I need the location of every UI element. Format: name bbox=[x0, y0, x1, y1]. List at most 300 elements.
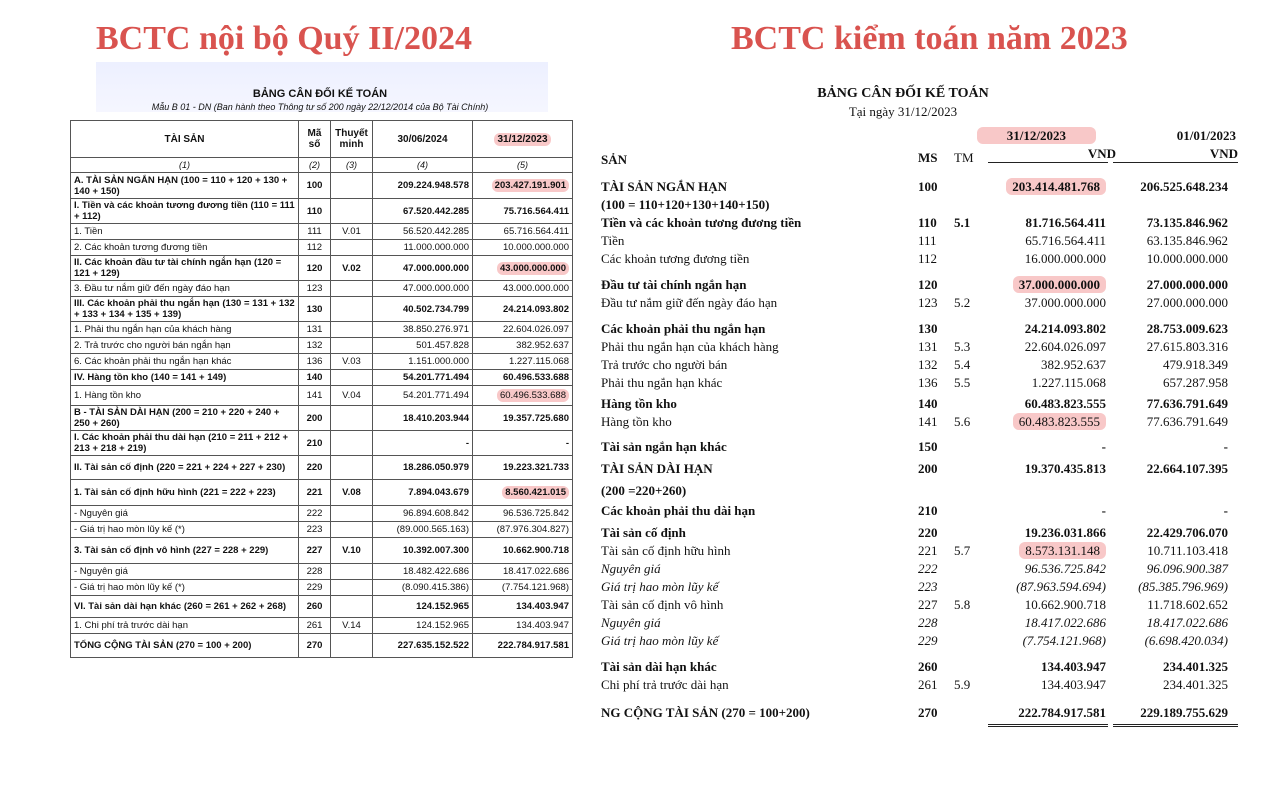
row-value-2022: 11.718.602.652 bbox=[1147, 597, 1228, 612]
row-ms: 223 bbox=[918, 579, 938, 594]
row-value-q2: 18.410.203.944 bbox=[373, 406, 473, 431]
row-tm: 5.1 bbox=[954, 215, 971, 230]
row-value-2022: 22.664.107.395 bbox=[1146, 461, 1228, 476]
row-note bbox=[331, 338, 373, 354]
row-note bbox=[331, 173, 373, 199]
row-value-2022: 27.000.000.000 bbox=[1146, 295, 1228, 310]
row-ms: 123 bbox=[918, 295, 938, 310]
row-note bbox=[331, 456, 373, 480]
row-value-q2: 40.502.734.799 bbox=[373, 297, 473, 322]
total-underline bbox=[988, 724, 1108, 727]
row-value-2023: 19.370.435.813 bbox=[1024, 461, 1106, 476]
row-ms: 141 bbox=[918, 414, 938, 429]
row-ms: 200 bbox=[918, 461, 938, 476]
row-value-2022: 73.135.846.962 bbox=[1146, 215, 1228, 230]
total-underline bbox=[1113, 724, 1238, 727]
col-index: (5) bbox=[473, 158, 573, 173]
statement-row bbox=[598, 196, 1238, 214]
row-value-q2: 47.000.000.000 bbox=[373, 281, 473, 297]
row-value-q2: 38.850.276.971 bbox=[373, 322, 473, 338]
row-value-2022: 657.287.958 bbox=[1163, 375, 1228, 390]
row-value-2023: 382.952.637 bbox=[1041, 357, 1106, 372]
table-row bbox=[71, 199, 573, 224]
row-ms: 131 bbox=[918, 339, 938, 354]
row-label: 1. Tài sản cố định hữu hình (221 = 222 + 223) bbox=[71, 480, 299, 506]
row-value-2022: 10.711.103.418 bbox=[1147, 543, 1228, 558]
table-row bbox=[71, 596, 573, 618]
row-code: 220 bbox=[299, 456, 331, 480]
row-ms: 150 bbox=[918, 439, 938, 454]
left-balance-sheet bbox=[60, 82, 580, 742]
right-unit2: VND bbox=[1209, 146, 1238, 161]
row-value-2023: 10.662.900.718 bbox=[1024, 597, 1106, 612]
row-value-2023 bbox=[1006, 178, 1106, 196]
row-code: 100 bbox=[299, 173, 331, 199]
statement-row bbox=[598, 482, 1238, 500]
row-label: Các khoản phải thu dài hạn bbox=[601, 503, 756, 518]
table-row bbox=[71, 480, 573, 506]
row-value-q2: 1.151.000.000 bbox=[373, 354, 473, 370]
row-label: B - TÀI SẢN DÀI HẠN (200 = 210 + 220 + 240 + 250 + 260) bbox=[71, 406, 299, 431]
col-index: (2) bbox=[299, 158, 331, 173]
row-label: 1. Phải thu ngắn hạn của khách hàng bbox=[71, 322, 299, 338]
row-value-2023: 81.716.564.411 bbox=[1025, 215, 1106, 230]
row-label: II. Tài sản cố định (220 = 221 + 224 + 227 + 230) bbox=[71, 456, 299, 480]
row-value-ye: 10.000.000.000 bbox=[473, 240, 573, 256]
row-value-ye: 19.223.321.733 bbox=[473, 456, 573, 480]
row-label: Nguyên giá bbox=[601, 561, 661, 576]
statement-row bbox=[598, 632, 1238, 650]
row-code: 111 bbox=[299, 224, 331, 240]
table-row bbox=[71, 522, 573, 538]
table-row bbox=[71, 386, 573, 406]
row-ms: 261 bbox=[918, 677, 938, 692]
row-value-ye: 65.716.564.411 bbox=[473, 224, 573, 240]
row-label: Tài sản ngắn hạn khác bbox=[601, 439, 727, 454]
row-note bbox=[331, 370, 373, 386]
right-col-assets: SẢN bbox=[601, 152, 628, 167]
row-code: 227 bbox=[299, 538, 331, 564]
row-value-ye: 60.496.533.688 bbox=[473, 370, 573, 386]
row-ms: 229 bbox=[918, 633, 938, 648]
col-index: (4) bbox=[373, 158, 473, 173]
row-ms: 120 bbox=[918, 277, 938, 292]
statement-row bbox=[598, 578, 1238, 596]
highlighted-value: 60.496.533.688 bbox=[497, 389, 569, 402]
row-value-q2: 501.457.828 bbox=[373, 338, 473, 354]
row-value-q2: 47.000.000.000 bbox=[373, 256, 473, 281]
right-col-ms: MS bbox=[918, 150, 938, 165]
row-label: - Nguyên giá bbox=[71, 506, 299, 522]
table-row bbox=[71, 338, 573, 354]
row-value-ye: 1.227.115.068 bbox=[473, 354, 573, 370]
row-value-q2: (89.000.565.163) bbox=[373, 522, 473, 538]
row-code: 110 bbox=[299, 199, 331, 224]
table-row bbox=[71, 456, 573, 480]
table-row bbox=[71, 224, 573, 240]
right-unit1: VND bbox=[1087, 146, 1116, 161]
row-code: 261 bbox=[299, 618, 331, 634]
statement-row bbox=[598, 214, 1238, 232]
row-code: 141 bbox=[299, 386, 331, 406]
row-label: Phải thu ngắn hạn của khách hàng bbox=[601, 339, 779, 354]
table-row bbox=[71, 370, 573, 386]
statement-row bbox=[598, 294, 1238, 312]
row-tm: 5.3 bbox=[954, 339, 971, 354]
row-value-q2: 54.201.771.494 bbox=[373, 370, 473, 386]
row-ms: 112 bbox=[918, 251, 938, 266]
row-ms: 227 bbox=[918, 597, 938, 612]
row-note bbox=[331, 431, 373, 456]
row-label: Phải thu ngắn hạn khác bbox=[601, 375, 723, 390]
row-value-q2: 124.152.965 bbox=[373, 618, 473, 634]
row-value-ye-cell bbox=[473, 173, 573, 199]
row-label: Giá trị hao mòn lũy kế bbox=[601, 633, 719, 648]
row-label: NG CỘNG TÀI SẢN (270 = 100+200) bbox=[601, 705, 810, 720]
row-label: Tài sản cố định vô hình bbox=[601, 597, 724, 612]
statement-row bbox=[598, 614, 1238, 632]
highlighted-value: 8.560.421.015 bbox=[502, 486, 569, 499]
header-underline bbox=[1113, 162, 1238, 163]
row-label: 1. Chi phí trả trước dài hạn bbox=[71, 618, 299, 634]
row-ms: 111 bbox=[918, 233, 937, 248]
row-value-2022: 77.636.791.649 bbox=[1146, 396, 1228, 411]
row-label: Tài sản dài hạn khác bbox=[601, 659, 717, 674]
highlighted-value: 203.427.191.901 bbox=[492, 179, 569, 192]
table-row bbox=[71, 406, 573, 431]
row-note: V.01 bbox=[331, 224, 373, 240]
highlighted-value: 37.000.000.000 bbox=[1013, 276, 1106, 293]
row-note bbox=[331, 240, 373, 256]
left-heading: BẢNG CÂN ĐỐI KẾ TOÁN bbox=[252, 88, 388, 100]
row-value-2023: 16.000.000.000 bbox=[1024, 251, 1106, 266]
row-code: 112 bbox=[299, 240, 331, 256]
statement-row bbox=[598, 320, 1238, 338]
row-value-q2: 54.201.771.494 bbox=[373, 386, 473, 406]
row-value-q2: 56.520.442.285 bbox=[373, 224, 473, 240]
row-label: (200 =220+260) bbox=[601, 483, 687, 498]
row-value-ye: 18.417.022.686 bbox=[473, 564, 573, 580]
row-value-ye: 19.357.725.680 bbox=[473, 406, 573, 431]
row-value-ye-cell bbox=[473, 256, 573, 281]
row-label: Các khoản tương đương tiền bbox=[601, 251, 750, 266]
row-value-2022: 28.753.009.623 bbox=[1146, 321, 1228, 336]
statement-row bbox=[598, 542, 1238, 560]
row-label: I. Tiền và các khoản tương đương tiền (110 = 111 + 112) bbox=[71, 199, 299, 224]
row-value-2023: 60.483.823.555 bbox=[1024, 396, 1106, 411]
row-ms: 100 bbox=[918, 179, 938, 194]
row-label: 3. Đầu tư nắm giữ đến ngày đáo hạn bbox=[71, 281, 299, 297]
statement-row bbox=[598, 560, 1238, 578]
highlighted-value: 203.414.481.768 bbox=[1006, 178, 1106, 195]
row-value-2022: 206.525.648.234 bbox=[1140, 179, 1228, 194]
row-value-2022: 18.417.022.686 bbox=[1146, 615, 1228, 630]
table-row bbox=[71, 256, 573, 281]
row-ms: 260 bbox=[918, 659, 938, 674]
row-note: V.10 bbox=[331, 538, 373, 564]
table-row bbox=[71, 618, 573, 634]
row-value-q2: - bbox=[373, 431, 473, 456]
row-value-2023: 18.417.022.686 bbox=[1024, 615, 1106, 630]
statement-row bbox=[598, 502, 1238, 520]
statement-row bbox=[598, 438, 1238, 456]
row-code: 140 bbox=[299, 370, 331, 386]
row-value-2023: 37.000.000.000 bbox=[1024, 295, 1106, 310]
col-header-assets: TÀI SẢN bbox=[71, 121, 299, 158]
statement-row bbox=[598, 276, 1238, 294]
row-ms: 222 bbox=[918, 561, 938, 576]
row-ms: 270 bbox=[918, 705, 938, 720]
statement-row bbox=[598, 338, 1238, 356]
row-value-2023: - bbox=[1101, 439, 1106, 454]
row-label: TÀI SẢN NGẮN HẠN bbox=[601, 179, 728, 194]
col-header-note: Thuyết minh bbox=[331, 121, 373, 158]
row-label: II. Các khoản đầu tư tài chính ngắn hạn (120 = 121 + 129) bbox=[71, 256, 299, 281]
right-date1-wrap bbox=[977, 128, 1096, 144]
row-code: 210 bbox=[299, 431, 331, 456]
highlighted-value: 8.573.131.148 bbox=[1019, 542, 1106, 559]
row-value-2022: 234.401.325 bbox=[1163, 659, 1228, 674]
row-value-2023: 134.403.947 bbox=[1041, 677, 1106, 692]
row-ms: 130 bbox=[918, 321, 938, 336]
table-row bbox=[71, 297, 573, 322]
table-row bbox=[71, 634, 573, 658]
row-value-ye-cell bbox=[473, 480, 573, 506]
row-label: TÀI SẢN DÀI HẠN bbox=[601, 461, 713, 476]
row-value-q2: 67.520.442.285 bbox=[373, 199, 473, 224]
row-label: 3. Tài sản cố định vô hình (227 = 228 + 229) bbox=[71, 538, 299, 564]
row-value-q2: 11.000.000.000 bbox=[373, 240, 473, 256]
row-value-2022: 479.918.349 bbox=[1163, 357, 1228, 372]
row-value-ye: 96.536.725.842 bbox=[473, 506, 573, 522]
statement-row bbox=[598, 250, 1238, 268]
statement-row bbox=[598, 460, 1238, 478]
row-value-q2: 227.635.152.522 bbox=[373, 634, 473, 658]
table-row bbox=[71, 431, 573, 456]
right-date1: 31/12/2023 bbox=[977, 127, 1096, 144]
row-label: Đầu tư tài chính ngắn hạn bbox=[601, 277, 747, 292]
row-label: Tiền và các khoản tương đương tiền bbox=[601, 215, 802, 230]
statement-row bbox=[598, 658, 1238, 676]
row-value-2022: 229.189.755.629 bbox=[1140, 705, 1228, 720]
row-label: VI. Tài sản dài hạn khác (260 = 261 + 262 + 268) bbox=[71, 596, 299, 618]
row-value-2023: 134.403.947 bbox=[1041, 659, 1106, 674]
row-value-2022: (6.698.420.034) bbox=[1144, 633, 1228, 648]
row-value-2022: 77.636.791.649 bbox=[1146, 414, 1228, 429]
row-value-ye: (87.976.304.827) bbox=[473, 522, 573, 538]
row-value-ye: 382.952.637 bbox=[473, 338, 573, 354]
row-note bbox=[331, 634, 373, 658]
right-col-tm: TM bbox=[954, 150, 974, 165]
row-note bbox=[331, 596, 373, 618]
row-value-2022: 27.000.000.000 bbox=[1146, 277, 1228, 292]
row-ms: 132 bbox=[918, 357, 938, 372]
row-code: 270 bbox=[299, 634, 331, 658]
row-label: 1. Hàng tồn kho bbox=[71, 386, 299, 406]
row-label: Trả trước cho người bán bbox=[601, 357, 728, 372]
row-code: 222 bbox=[299, 506, 331, 522]
left-table bbox=[70, 120, 573, 658]
row-value-ye: 75.716.564.411 bbox=[473, 199, 573, 224]
row-note bbox=[331, 506, 373, 522]
row-value-2022: 234.401.325 bbox=[1163, 677, 1228, 692]
row-label: Hàng tồn kho bbox=[601, 414, 672, 429]
row-value-ye: (7.754.121.968) bbox=[473, 580, 573, 596]
row-label: TỔNG CỘNG TÀI SẢN (270 = 100 + 200) bbox=[71, 634, 299, 658]
row-ms: 221 bbox=[918, 543, 938, 558]
row-label: (100 = 110+120+130+140+150) bbox=[601, 197, 770, 212]
row-code: 228 bbox=[299, 564, 331, 580]
row-ms: 140 bbox=[918, 396, 938, 411]
row-tm: 5.5 bbox=[954, 375, 971, 390]
row-value-ye: 134.403.947 bbox=[473, 596, 573, 618]
row-label: Tài sản cố định hữu hình bbox=[601, 543, 731, 558]
table-row bbox=[71, 538, 573, 564]
col-index: (1) bbox=[71, 158, 299, 173]
row-label: 6. Các khoản phải thu ngắn hạn khác bbox=[71, 354, 299, 370]
statement-row bbox=[598, 596, 1238, 614]
row-value-2023: 19.236.031.866 bbox=[1024, 525, 1106, 540]
row-label: III. Các khoản phải thu ngắn hạn (130 = 131 + 132 + 133 + 134 + 135 + 139) bbox=[71, 297, 299, 322]
row-value-ye: 43.000.000.000 bbox=[473, 281, 573, 297]
row-value-2022: 96.096.900.387 bbox=[1146, 561, 1228, 576]
row-label: 2. Trả trước cho người bán ngắn hạn bbox=[71, 338, 299, 354]
row-label: Tiền bbox=[601, 233, 625, 248]
row-value-2023: - bbox=[1101, 503, 1106, 518]
col-header-date1: 30/06/2024 bbox=[373, 121, 473, 158]
row-value-2023: 1.227.115.068 bbox=[1031, 375, 1106, 390]
col-header-date2 bbox=[473, 121, 573, 158]
title-right: BCTC kiểm toán năm 2023 bbox=[731, 20, 1128, 57]
row-note: V.02 bbox=[331, 256, 373, 281]
title-left: BCTC nội bộ Quý II/2024 bbox=[96, 20, 472, 57]
row-value-2022: - bbox=[1223, 439, 1228, 454]
row-value-2023: 22.604.026.097 bbox=[1024, 339, 1106, 354]
row-value-2022: - bbox=[1223, 503, 1228, 518]
table-row bbox=[71, 173, 573, 199]
row-note: V.03 bbox=[331, 354, 373, 370]
table-row bbox=[71, 281, 573, 297]
row-value-q2: 10.392.007.300 bbox=[373, 538, 473, 564]
statement-row bbox=[598, 374, 1238, 392]
row-value-2023: 96.536.725.842 bbox=[1024, 561, 1106, 576]
row-code: 123 bbox=[299, 281, 331, 297]
row-note bbox=[331, 406, 373, 431]
statement-row bbox=[598, 395, 1238, 413]
col-header-code: Mã số bbox=[299, 121, 331, 158]
row-ms: 210 bbox=[918, 503, 938, 518]
row-ms: 228 bbox=[918, 615, 938, 630]
row-ms: 136 bbox=[918, 375, 938, 390]
row-ms: 110 bbox=[918, 215, 937, 230]
row-label: Tài sản cố định bbox=[601, 525, 686, 540]
highlighted-value: 60.483.823.555 bbox=[1013, 413, 1106, 430]
row-note bbox=[331, 564, 373, 580]
row-code: 200 bbox=[299, 406, 331, 431]
row-note bbox=[331, 281, 373, 297]
highlight-date2: 31/12/2023 bbox=[494, 133, 550, 146]
row-note bbox=[331, 322, 373, 338]
row-code: 260 bbox=[299, 596, 331, 618]
table-row bbox=[71, 322, 573, 338]
row-code: 136 bbox=[299, 354, 331, 370]
table-row bbox=[71, 240, 573, 256]
row-value-2023 bbox=[1013, 413, 1106, 431]
row-value-2022: 10.000.000.000 bbox=[1146, 251, 1228, 266]
statement-row bbox=[598, 524, 1238, 542]
statement-row bbox=[598, 356, 1238, 374]
row-tm: 5.2 bbox=[954, 295, 971, 310]
row-code: 229 bbox=[299, 580, 331, 596]
row-value-q2: 7.894.043.679 bbox=[373, 480, 473, 506]
row-value-ye: 24.214.093.802 bbox=[473, 297, 573, 322]
table-row bbox=[71, 564, 573, 580]
table-row bbox=[71, 506, 573, 522]
row-tm: 5.4 bbox=[954, 357, 971, 372]
row-value-ye: 22.604.026.097 bbox=[473, 322, 573, 338]
row-value-ye: - bbox=[473, 431, 573, 456]
row-value-q2: 18.482.422.686 bbox=[373, 564, 473, 580]
row-label: - Nguyên giá bbox=[71, 564, 299, 580]
table-row bbox=[71, 580, 573, 596]
table-row bbox=[71, 354, 573, 370]
right-balance-sheet bbox=[598, 82, 1248, 742]
row-tm: 5.7 bbox=[954, 543, 971, 558]
row-note bbox=[331, 297, 373, 322]
statement-row bbox=[598, 413, 1238, 431]
row-tm: 5.9 bbox=[954, 677, 971, 692]
row-value-2023: 24.214.093.802 bbox=[1024, 321, 1106, 336]
row-value-2022: 22.429.706.070 bbox=[1146, 525, 1228, 540]
row-label: 1. Tiền bbox=[71, 224, 299, 240]
row-value-2023: 222.784.917.581 bbox=[1018, 705, 1106, 720]
statement-row bbox=[598, 676, 1238, 694]
row-value-2022: 63.135.846.962 bbox=[1146, 233, 1228, 248]
row-value-q2: (8.090.415.386) bbox=[373, 580, 473, 596]
row-code: 130 bbox=[299, 297, 331, 322]
row-value-ye: 10.662.900.718 bbox=[473, 538, 573, 564]
row-code: 131 bbox=[299, 322, 331, 338]
highlighted-value: 43.000.000.000 bbox=[497, 262, 569, 275]
row-value-ye-cell bbox=[473, 386, 573, 406]
row-label: Giá trị hao mòn lũy kế bbox=[601, 579, 719, 594]
row-note: V.08 bbox=[331, 480, 373, 506]
row-label: A. TÀI SẢN NGẮN HẠN (100 = 110 + 120 + 130 + 140 + 150) bbox=[71, 173, 299, 199]
row-label: IV. Hàng tồn kho (140 = 141 + 149) bbox=[71, 370, 299, 386]
row-label: I. Các khoản phải thu dài hạn (210 = 211 + 212 + 213 + 218 + 219) bbox=[71, 431, 299, 456]
row-value-ye: 134.403.947 bbox=[473, 618, 573, 634]
row-tm: 5.6 bbox=[954, 414, 971, 429]
row-note: V.04 bbox=[331, 386, 373, 406]
row-label: Nguyên giá bbox=[601, 615, 661, 630]
statement-row bbox=[598, 704, 1238, 722]
row-tm: 5.8 bbox=[954, 597, 971, 612]
row-label: Hàng tồn kho bbox=[601, 396, 677, 411]
row-label: 2. Các khoản tương đương tiền bbox=[71, 240, 299, 256]
statement-row bbox=[598, 178, 1238, 196]
row-label: - Giá trị hao mòn lũy kế (*) bbox=[71, 522, 299, 538]
row-value-2023 bbox=[1019, 542, 1106, 560]
row-value-2023 bbox=[1013, 276, 1106, 294]
row-code: 132 bbox=[299, 338, 331, 354]
row-note bbox=[331, 522, 373, 538]
header-underline bbox=[988, 162, 1108, 163]
right-subheading: Tại ngày 31/12/2023 bbox=[848, 104, 958, 119]
row-label: Các khoản phải thu ngắn hạn bbox=[601, 321, 766, 336]
row-note bbox=[331, 199, 373, 224]
row-value-q2: 209.224.948.578 bbox=[373, 173, 473, 199]
col-index: (3) bbox=[331, 158, 373, 173]
